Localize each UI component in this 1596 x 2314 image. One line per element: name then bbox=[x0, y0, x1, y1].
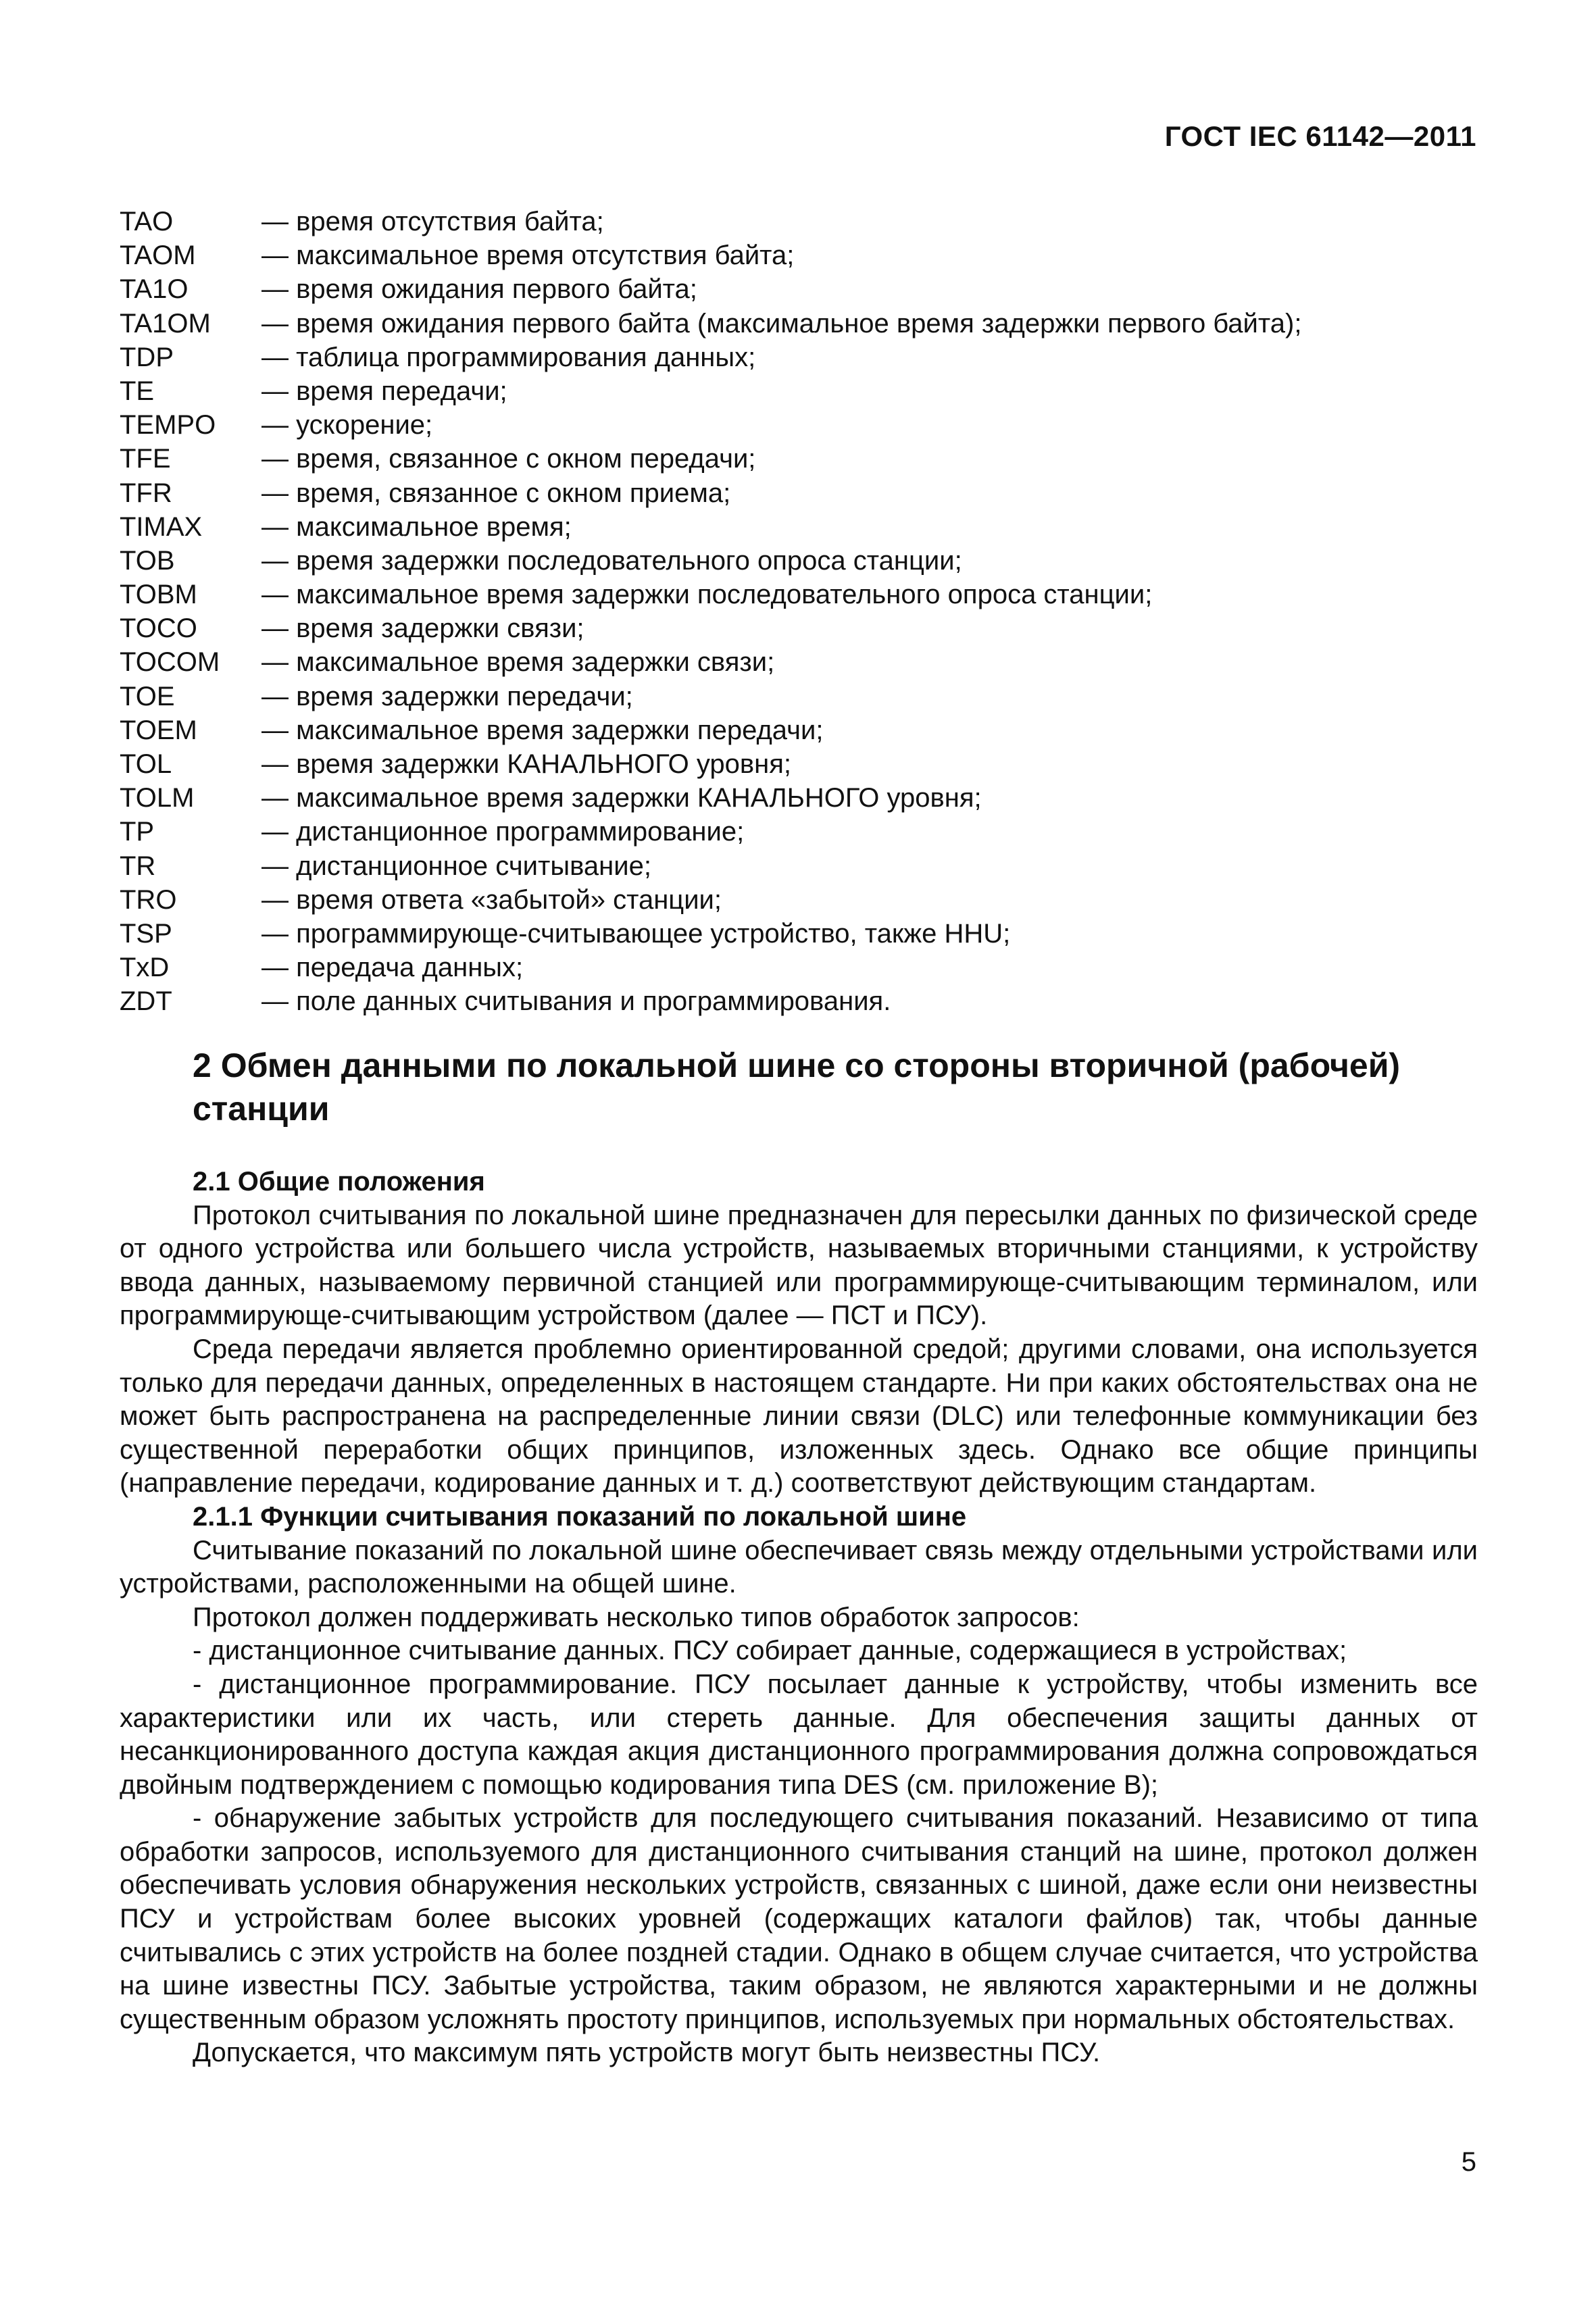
abbreviation-definition: — дистанционное считывание; bbox=[261, 851, 651, 881]
section-heading: 2 Обмен данными по локальной шине со стороны вторичной (рабочей) станции bbox=[193, 1047, 1401, 1128]
abbreviation-row bbox=[120, 408, 1491, 442]
list-item: - дистанционное считывание данных. ПСУ собирает данные, содержащиеся в устройствах; bbox=[193, 1636, 1347, 1666]
abbreviation-term: TEMPO bbox=[120, 410, 216, 441]
abbreviation-row bbox=[120, 578, 1491, 611]
abbreviation-definition: — таблица программирования данных; bbox=[261, 342, 756, 372]
abbreviation-row bbox=[120, 680, 1491, 713]
abbreviation-row bbox=[120, 781, 1491, 815]
abbreviation-row bbox=[120, 341, 1491, 374]
page-number: 5 bbox=[1461, 2147, 1476, 2177]
paragraph: Протокол должен поддерживать несколько типов обработок запросов: bbox=[193, 1602, 1080, 1632]
abbreviation-term: TFE bbox=[120, 444, 171, 474]
abbreviation-definition: — время ожидания первого байта (максимальное время задержки первого байта); bbox=[261, 308, 1302, 338]
subsection-heading: 2.1.1 Функции считывания показаний по локальной шине bbox=[193, 1501, 967, 1532]
abbreviation-term: TOCOM bbox=[120, 647, 220, 678]
abbreviation-row bbox=[120, 951, 1491, 984]
abbreviation-term: TAO bbox=[120, 207, 174, 236]
standard-header: ГОСТ IEC 61142—2011 bbox=[1164, 120, 1476, 152]
abbreviation-row bbox=[120, 713, 1491, 747]
abbreviation-term: TA1OM bbox=[120, 308, 211, 338]
abbreviation-row bbox=[120, 611, 1491, 645]
abbreviation-term: TOB bbox=[120, 545, 175, 576]
abbreviation-definition: — поле данных считывания и программирования. bbox=[261, 986, 891, 1017]
abbreviation-definition: — время задержки передачи; bbox=[261, 681, 633, 711]
abbreviation-row bbox=[120, 984, 1491, 1018]
abbreviation-list bbox=[120, 205, 1491, 1019]
abbreviation-term: TA1O bbox=[120, 274, 189, 305]
section-body bbox=[120, 1165, 1478, 2070]
abbreviation-definition: — максимальное время задержки последовательного опроса станции; bbox=[261, 580, 1153, 610]
abbreviation-definition: — время, связанное с окном приема; bbox=[261, 478, 731, 508]
abbreviation-term: TOE bbox=[120, 681, 175, 711]
abbreviation-definition: — время передачи; bbox=[261, 376, 507, 406]
abbreviation-term: TFR bbox=[120, 478, 172, 508]
paragraph: Допускается, что максимум пять устройств могут быть неизвестны ПСУ. bbox=[193, 2038, 1101, 2068]
abbreviation-row bbox=[120, 374, 1491, 408]
abbreviation-row bbox=[120, 205, 1491, 238]
abbreviation-definition: — время ожидания первого байта; bbox=[261, 274, 697, 305]
abbreviation-term: TSP bbox=[120, 918, 172, 949]
abbreviation-row bbox=[120, 815, 1491, 849]
abbreviation-definition: — время задержки КАНАЛЬНОГО уровня; bbox=[261, 749, 791, 779]
paragraph: Протокол считывания по локальной шине предназначен для пересылки данных по физической среде от одного устройства или большего числа устройств, называемых вторичными станциями, к устройству ввода данных, называемому первичной станцией или программирующе-считывающим терминалом, или программирующе-считывающим устройством (далее — ПСТ и ПСУ). bbox=[120, 1200, 1478, 1331]
abbreviation-row bbox=[120, 510, 1491, 544]
abbreviation-definition: — время задержки последовательного опроса станции; bbox=[261, 545, 962, 576]
abbreviation-row bbox=[120, 307, 1491, 341]
abbreviation-term: TOEM bbox=[120, 715, 197, 745]
abbreviation-row bbox=[120, 917, 1491, 951]
abbreviation-definition: — программирующе-считывающее устройство, также HHU; bbox=[261, 918, 1011, 949]
abbreviation-term: TR bbox=[120, 851, 156, 881]
abbreviation-row bbox=[120, 442, 1491, 476]
abbreviation-definition: — время отсутствия байта; bbox=[261, 207, 604, 236]
abbreviation-row bbox=[120, 645, 1491, 679]
abbreviation-definition: — максимальное время отсутствия байта; bbox=[261, 241, 795, 271]
abbreviation-term: TRO bbox=[120, 884, 177, 915]
abbreviation-term: TIMAX bbox=[120, 511, 203, 542]
abbreviation-definition: — ускорение; bbox=[261, 410, 433, 441]
abbreviation-term: TOLM bbox=[120, 783, 195, 813]
abbreviation-row bbox=[120, 747, 1491, 781]
abbreviation-term: TE bbox=[120, 376, 155, 406]
abbreviation-term: TP bbox=[120, 817, 155, 847]
list-item: - дистанционное программирование. ПСУ посылает данные к устройству, чтобы изменить все характеристики или их часть, или стереть данные. Для обеспечения защиты данных от несанкционированного доступа каждая акция дистанционного программирования должна сопровождаться двойным подтверждением с помощью кодирования типа DES (см. приложение В); bbox=[120, 1669, 1478, 1800]
abbreviation-term: TOL bbox=[120, 749, 172, 779]
abbreviation-definition: — максимальное время задержки КАНАЛЬНОГО уровня; bbox=[261, 783, 982, 813]
abbreviation-definition: — максимальное время задержки связи; bbox=[261, 647, 775, 678]
abbreviation-definition: — время задержки связи; bbox=[261, 613, 584, 644]
abbreviation-row bbox=[120, 476, 1491, 510]
abbreviation-definition: — максимальное время; bbox=[261, 511, 572, 542]
abbreviation-term: TOBM bbox=[120, 580, 197, 610]
abbreviation-term: TDP bbox=[120, 342, 174, 372]
abbreviation-term: TxD bbox=[120, 953, 170, 983]
abbreviation-definition: — время, связанное с окном передачи; bbox=[261, 444, 756, 474]
abbreviation-definition: — время ответа «забытой» станции; bbox=[261, 884, 722, 915]
abbreviation-row bbox=[120, 238, 1491, 272]
abbreviation-definition: — максимальное время задержки передачи; bbox=[261, 715, 824, 745]
list-item: - обнаружение забытых устройств для последующего считывания показаний. Независимо от типа обработки запросов, используемого для дистанционного считывания станций на шине, протокол должен обеспечивать условия обнаружения нескольких устройств, связанных с шиной, даже если они неизвестны ПСУ и устройствам более высоких уровней (содержащих каталоги файлов) так, чтобы данные считывались с этих устройств на более поздней стадии. Однако в общем случае считается, что устройства на шине известны ПСУ. Забытые устройства, таким образом, не являются характерными и не должны существенным образом усложнять простоту принципов, используемых при нормальных обстоятельствах. bbox=[120, 1803, 1478, 2034]
abbreviation-term: TOCO bbox=[120, 613, 197, 644]
abbreviation-definition: — передача данных; bbox=[261, 953, 524, 983]
abbreviation-row bbox=[120, 544, 1491, 578]
abbreviation-definition: — дистанционное программирование; bbox=[261, 817, 745, 847]
abbreviation-row bbox=[120, 849, 1491, 883]
paragraph: Среда передачи является проблемно ориентированной средой; другими словами, она используется только для передачи данных, определенных в настоящем стандарте. Ни при каких обстоятельствах она не может быть распространена на распределенные линии связи (DLC) или телефонные коммуникации без существенной переработки общих принципов, изложенных здесь. Однако все общие принципы (направление передачи, кодирование данных и т. д.) соответствуют действующим стандартам. bbox=[120, 1334, 1478, 1499]
abbreviation-term: TAOM bbox=[120, 241, 196, 271]
abbreviation-row bbox=[120, 883, 1491, 917]
abbreviation-term: ZDT bbox=[120, 986, 172, 1017]
paragraph: Считывание показаний по локальной шине обеспечивает связь между отдельными устройствами или устройствами, расположенными на общей шине. bbox=[120, 1535, 1478, 1599]
subsection-heading: 2.1 Общие положения bbox=[193, 1167, 485, 1197]
abbreviation-row bbox=[120, 272, 1491, 306]
